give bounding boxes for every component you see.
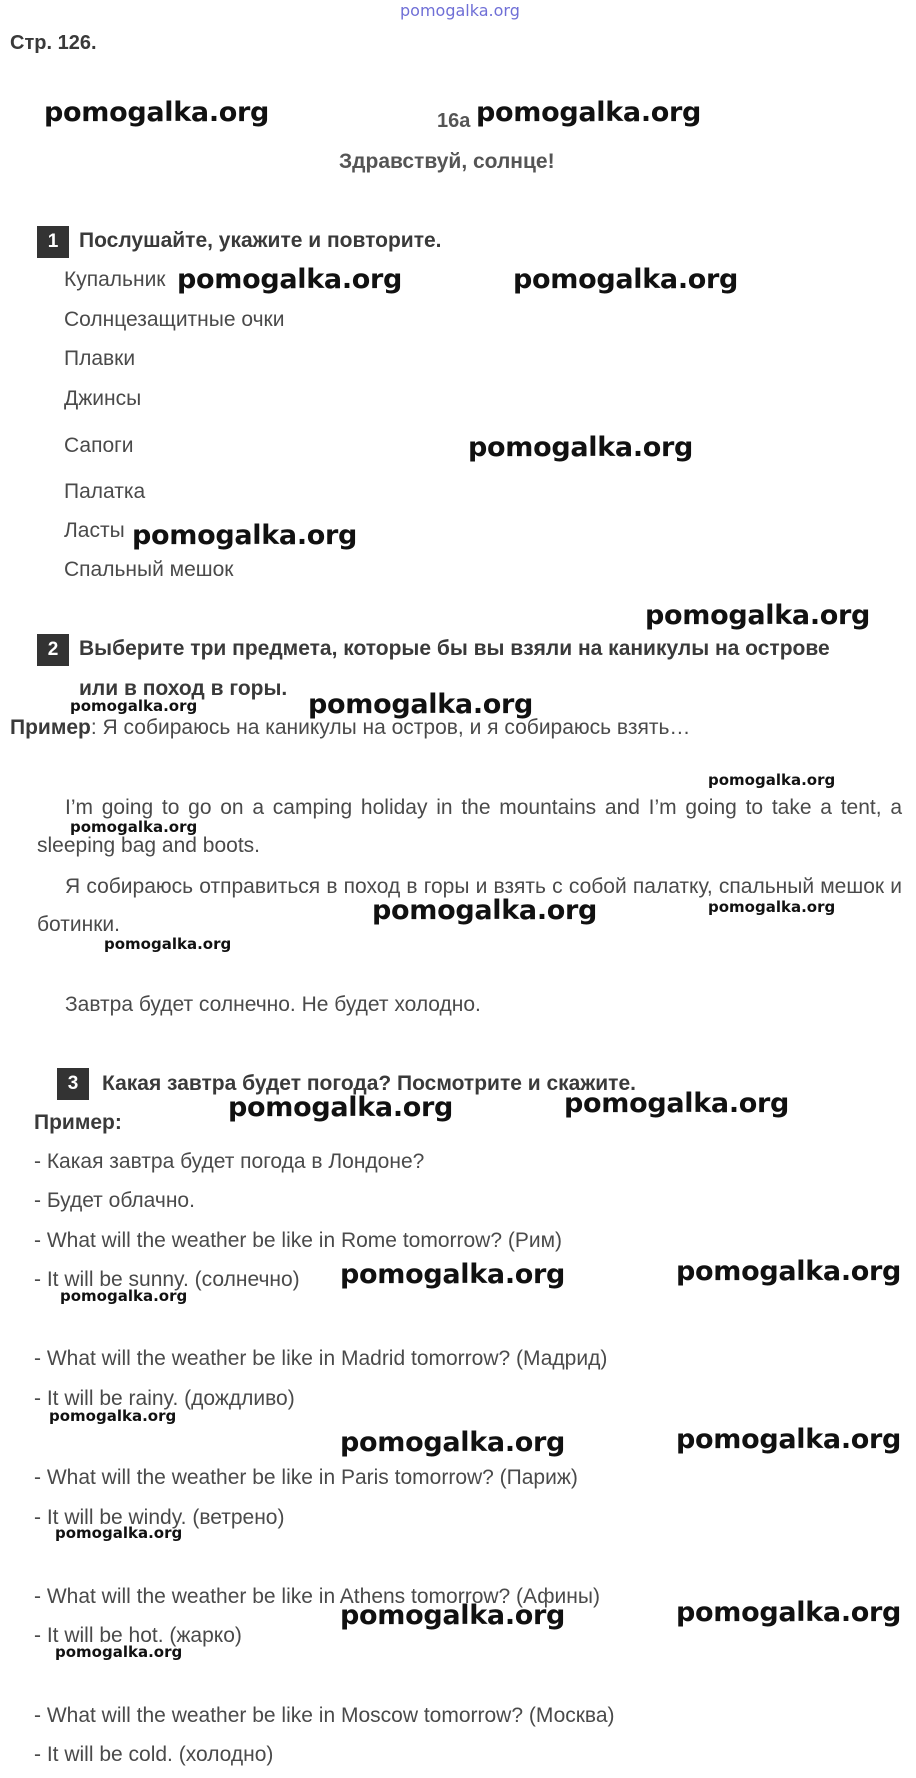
watermark-small: pomogalka.org: [55, 1643, 183, 1661]
watermark-large: pomogalka.org: [340, 1600, 566, 1631]
watermark-small: pomogalka.org: [708, 898, 836, 916]
unit-number: 16a: [437, 110, 471, 132]
dialogue-line: - What will the weather be like in Paris tomorrow? (Париж): [34, 1466, 578, 1489]
watermark-small: pomogalka.org: [55, 1524, 183, 1542]
task2-instruction-line1: Выберите три предмета, которые бы вы взяли на каникулы на острове: [79, 637, 830, 660]
watermark-large: pomogalka.org: [132, 520, 358, 551]
dialogue-line: - What will the weather be like in Madrid tomorrow? (Мадрид): [34, 1347, 608, 1370]
dialogue-line: - Будет облачно.: [34, 1189, 195, 1212]
watermark-small: pomogalka.org: [104, 935, 232, 953]
watermark-small: pomogalka.org: [70, 697, 198, 715]
task3-number-badge: 3: [57, 1068, 89, 1100]
dialogue-line: - It will be windy. (ветрено): [34, 1506, 285, 1529]
watermark-large: pomogalka.org: [513, 264, 739, 295]
dialogue-line: - It will be cold. (холодно): [34, 1743, 274, 1766]
dialogue-line: - It will be hot. (жарко): [34, 1624, 242, 1647]
vocab-item: Плавки: [64, 347, 136, 370]
answer-english-text: I’m going to go on a camping holiday in the mountains and I’m going to take a tent, a sleeping bag and boots.: [37, 796, 902, 857]
page-reference: Стр. 126.: [10, 32, 97, 54]
watermark-large: pomogalka.org: [228, 1092, 454, 1123]
watermark-large: pomogalka.org: [564, 1088, 790, 1119]
top-watermark: pomogalka.org: [400, 1, 520, 20]
watermark-small: pomogalka.org: [49, 1407, 177, 1425]
watermark-small: pomogalka.org: [70, 818, 198, 836]
watermark-large: pomogalka.org: [468, 432, 694, 463]
watermark-large: pomogalka.org: [676, 1424, 902, 1455]
dialogue-line: - What will the weather be like in Athens tomorrow? (Афины): [34, 1585, 600, 1608]
watermark-large: pomogalka.org: [340, 1259, 566, 1290]
answer-russian-text: Я собираюсь отправиться в поход в горы и взять с собой палатку, спальный мешок и ботинки.: [37, 875, 902, 936]
watermark-large: pomogalka.org: [372, 895, 598, 926]
vocab-item: Палатка: [64, 480, 146, 503]
dialogue-line: - It will be rainy. (дождливо): [34, 1387, 295, 1410]
dialogue-line: - What will the weather be like in Rome tomorrow? (Рим): [34, 1229, 563, 1252]
unit-title: Здравствуй, солнце!: [339, 150, 555, 173]
watermark-large: pomogalka.org: [340, 1427, 566, 1458]
vocab-item: Спальный мешок: [64, 558, 234, 581]
watermark-large: pomogalka.org: [177, 264, 403, 295]
watermark-large: pomogalka.org: [308, 689, 534, 720]
watermark-large: pomogalka.org: [44, 97, 270, 128]
task3-instruction: Какая завтра будет погода? Посмотрите и скажите.: [102, 1072, 636, 1095]
task1-instruction: Послушайте, укажите и повторите.: [79, 229, 442, 252]
task2-number-badge: 2: [37, 634, 69, 666]
vocab-item: Сапоги: [64, 434, 134, 457]
vocab-item: Ласты: [64, 519, 125, 542]
task1-number-badge: 1: [37, 226, 69, 258]
watermark-small: pomogalka.org: [708, 771, 836, 789]
dialogue-line: - Какая завтра будет погода в Лондоне?: [34, 1150, 425, 1173]
watermark-large: pomogalka.org: [645, 600, 871, 631]
watermark-large: pomogalka.org: [676, 1597, 902, 1628]
vocab-item: Солнцезащитные очки: [64, 308, 285, 331]
task2-instruction-line2: или в поход в горы.: [79, 677, 288, 700]
weather-intro: Завтра будет солнечно. Не будет холодно.: [65, 993, 481, 1016]
task3-example-label: Пример:: [34, 1111, 122, 1134]
dialogue-line: - What will the weather be like in Moscow tomorrow? (Москва): [34, 1704, 615, 1727]
watermark-small: pomogalka.org: [60, 1287, 188, 1305]
watermark-large: pomogalka.org: [476, 97, 702, 128]
watermark-large: pomogalka.org: [676, 1256, 902, 1287]
vocab-item: Джинсы: [64, 387, 142, 410]
example-text: : Я собираюсь на каникулы на остров, и я собираюсь взять…: [90, 716, 691, 739]
dialogue-line: - It will be sunny. (солнечно): [34, 1268, 300, 1291]
vocab-item: Купальник: [64, 268, 166, 291]
example-label: Пример: [10, 716, 91, 739]
